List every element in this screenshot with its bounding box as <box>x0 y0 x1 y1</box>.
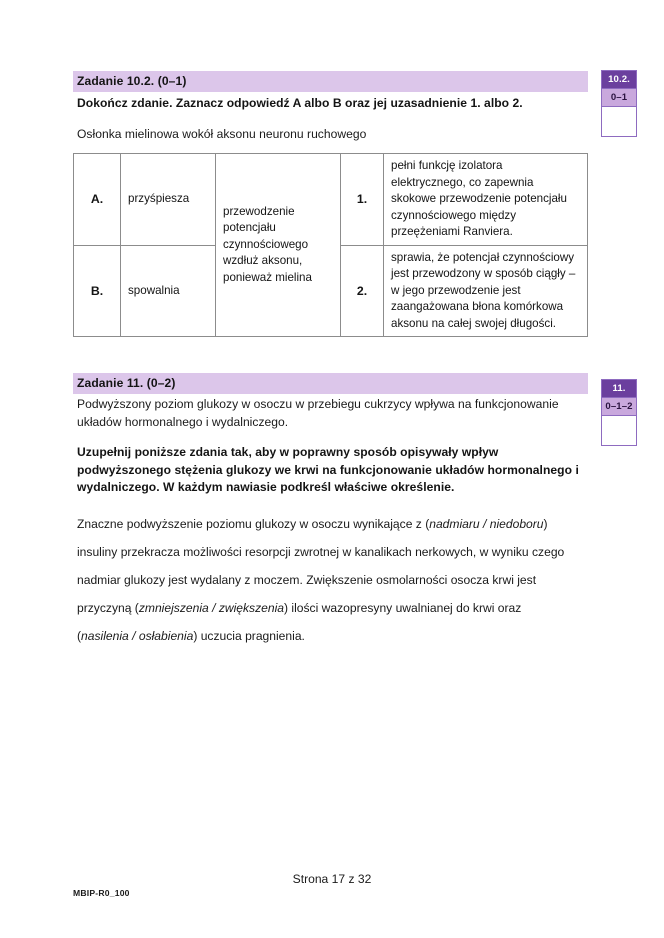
option-letter-a[interactable]: A. <box>74 154 121 246</box>
score-box-10-2 <box>601 70 637 137</box>
gapfill-line-3: nadmiar glukozy jest wydalany z moczem. Zwiększenie osmolarności osocza krwi jest <box>77 572 537 587</box>
gapfill-line-4-pre: przyczyną ( <box>77 600 139 615</box>
gapfill-line-1-post: ) <box>543 516 548 531</box>
gapfill-line-5 <box>77 622 588 650</box>
gapfill-line-1 <box>77 510 588 538</box>
score-box-number-10-2: 10.2. <box>602 71 636 88</box>
gapfill-line-1-pre: Znaczne podwyższenie poziomu glukozy w osoczu wynikające z ( <box>77 516 430 531</box>
gapfill-choice-1[interactable]: nadmiaru / niedoboru <box>429 516 544 531</box>
task-header-11: Zadanie 11. (0–2) <box>73 373 588 394</box>
justification-text-2[interactable]: sprawia, że potencjał czynnościowy jest przewodzony w sposób ciągły – w jego przewodzenie jest zaangażowana błona komórkowa aksonu na całej swojej długości. <box>384 245 588 337</box>
gapfill-choice-2[interactable]: zmniejszenia / zwiększenia <box>138 600 285 615</box>
page-content <box>73 0 588 650</box>
gapfill-line-4 <box>77 594 588 622</box>
option-text-a[interactable]: przyśpiesza <box>121 154 216 246</box>
score-box-range-10-2: 0–1 <box>602 88 636 107</box>
matching-table-10-2 <box>73 153 588 337</box>
justification-number-1[interactable]: 1. <box>341 154 384 246</box>
score-box-entry-10-2[interactable] <box>602 107 636 136</box>
score-box-entry-11[interactable] <box>602 416 636 445</box>
gapfill-line-5-pre: ( <box>77 628 82 643</box>
gapfill-line-4-post: ) ilości wazopresyny uwalnianej do krwi oraz <box>284 600 522 615</box>
option-letter-b[interactable]: B. <box>74 245 121 337</box>
task-command-11: Uzupełnij poniższe zdania tak, aby w poprawny sposób opisywały wpływ podwyższonego stężenia glukozy we krwi na funkcjonowanie układów hormonalnego i wydalniczego. W każdym nawiasie podkreśl właściwe określenie. <box>77 445 579 494</box>
shared-stem-cell: przewodzenie potencjału czynnościowego wzdłuż aksonu, ponieważ mielina <box>216 154 341 337</box>
score-box-11 <box>601 379 637 446</box>
table-row[interactable] <box>74 154 588 246</box>
score-box-range-11: 0–1–2 <box>602 397 636 416</box>
score-box-number-11: 11. <box>602 380 636 397</box>
task-header-10-2: Zadanie 10.2. (0–1) <box>73 71 588 92</box>
justification-text-1[interactable]: pełni funkcję izolatora elektrycznego, co zapewnia skokowe przewodzenie potencjału czynnościowego między przeężeniami Ranviera. <box>384 154 588 246</box>
gapfill-line-2: insuliny przekracza możliwości resorpcji zwrotnej w kanalikach nerkowych, w wyniku czego <box>77 544 565 559</box>
task-intro-11: Podwyższony poziom glukozy w osoczu w przebiegu cukrzycy wpływa na funkcjonowanie układów hormonalnego i wydalniczego. <box>77 397 559 429</box>
sheet-code-footer: MBIP-R0_100 <box>73 888 130 898</box>
page-number-footer: Strona 17 z 32 <box>292 872 372 886</box>
gapfill-body <box>73 510 588 650</box>
justification-number-2[interactable]: 2. <box>341 245 384 337</box>
option-text-b[interactable]: spowalnia <box>121 245 216 337</box>
gapfill-line-5-post: ) uczucia pragnienia. <box>193 628 305 643</box>
task-intro-10-2: Osłonka mielinowa wokół aksonu neuronu ruchowego <box>77 126 367 141</box>
gapfill-choice-3[interactable]: nasilenia / osłabienia <box>81 628 194 643</box>
task-command-10-2: Dokończ zdanie. Zaznacz odpowiedź A albo B oraz jej uzasadnienie 1. albo 2. <box>77 96 523 110</box>
